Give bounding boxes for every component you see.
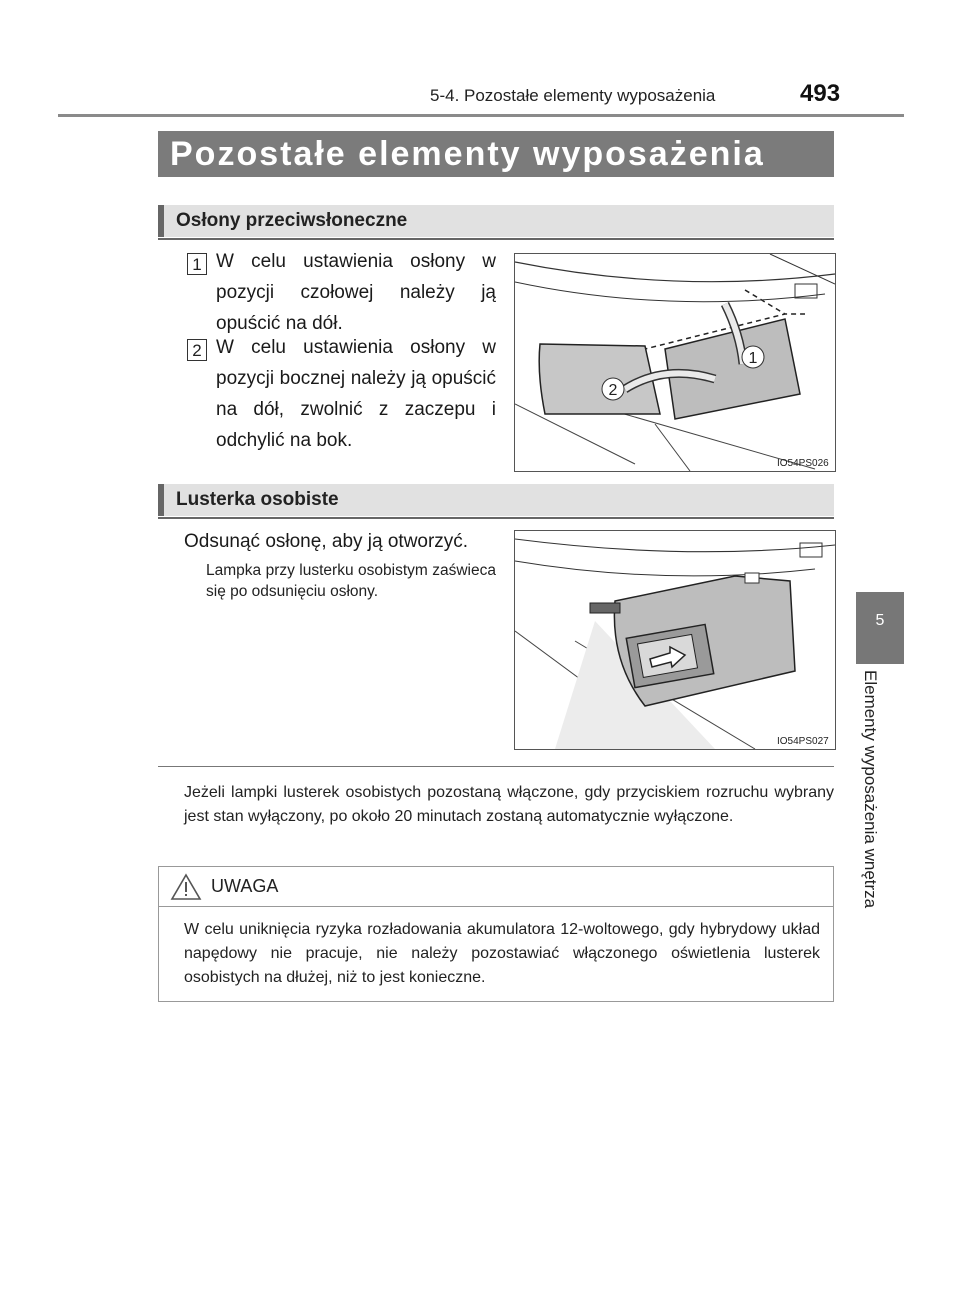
step-number: 1	[187, 253, 207, 275]
step-text: W celu ustawienia osłony w pozycji czołowej należy ją opuścić na dół.	[216, 251, 496, 334]
chapter-tab-label-wrap	[860, 670, 900, 1000]
caution-text: W celu uniknięcia ryzyka rozładowania akumulatora 12-woltowego, gdy hybrydowy układ napędowy nie pracuje, nie należy pozostawiać włączonego oświetlenia lusterek osobistych na dłużej, niż to jest konieczne.	[184, 921, 820, 986]
note-text: Jeżeli lampki lusterek osobistych pozostaną włączone, gdy przyciskiem rozruchu wybrany jest stan wyłączony, po około 20 minutach zostaną automatycznie wyłączone.	[184, 784, 834, 825]
figure-label: IO54PS026	[777, 458, 829, 469]
step-number: 2	[187, 339, 207, 361]
figure-callout-1: 1	[748, 350, 758, 367]
section-heading-vanity-mirrors: Lusterka osobiste	[158, 484, 834, 516]
caution-title: UWAGA	[211, 876, 279, 896]
section-heading-sun-visors: Osłony przeciwsłoneczne	[158, 205, 834, 237]
figure-callout-2: 2	[608, 382, 618, 399]
instruction-text: Odsunąć osłonę, aby ją otworzyć.	[184, 531, 469, 552]
section-separator	[158, 766, 834, 767]
page-title: Pozostałe elementy wyposażenia	[158, 131, 834, 177]
chapter-tab-label: Elementy wyposażenia wnętrza	[861, 670, 880, 909]
detail-text: Lampka przy lusterku osobistym zaświeca się po odsunięciu osłony.	[206, 562, 496, 600]
chapter-tab-number: 5	[856, 592, 904, 664]
vanity-mirror-illustration	[514, 530, 836, 750]
running-header-section: 5-4. Pozostałe elementy wyposażenia	[430, 86, 716, 105]
warning-triangle-icon	[170, 873, 202, 906]
page-number: 493	[800, 80, 841, 107]
sun-visor-illustration	[514, 253, 836, 472]
figure-label: IO54PS027	[777, 736, 829, 747]
step-text: W celu ustawienia osłony w pozycji bocznej należy ją opuścić na dół, zwolnić z zaczepu i odchylić na bok.	[216, 337, 496, 451]
header-rule	[58, 114, 904, 117]
